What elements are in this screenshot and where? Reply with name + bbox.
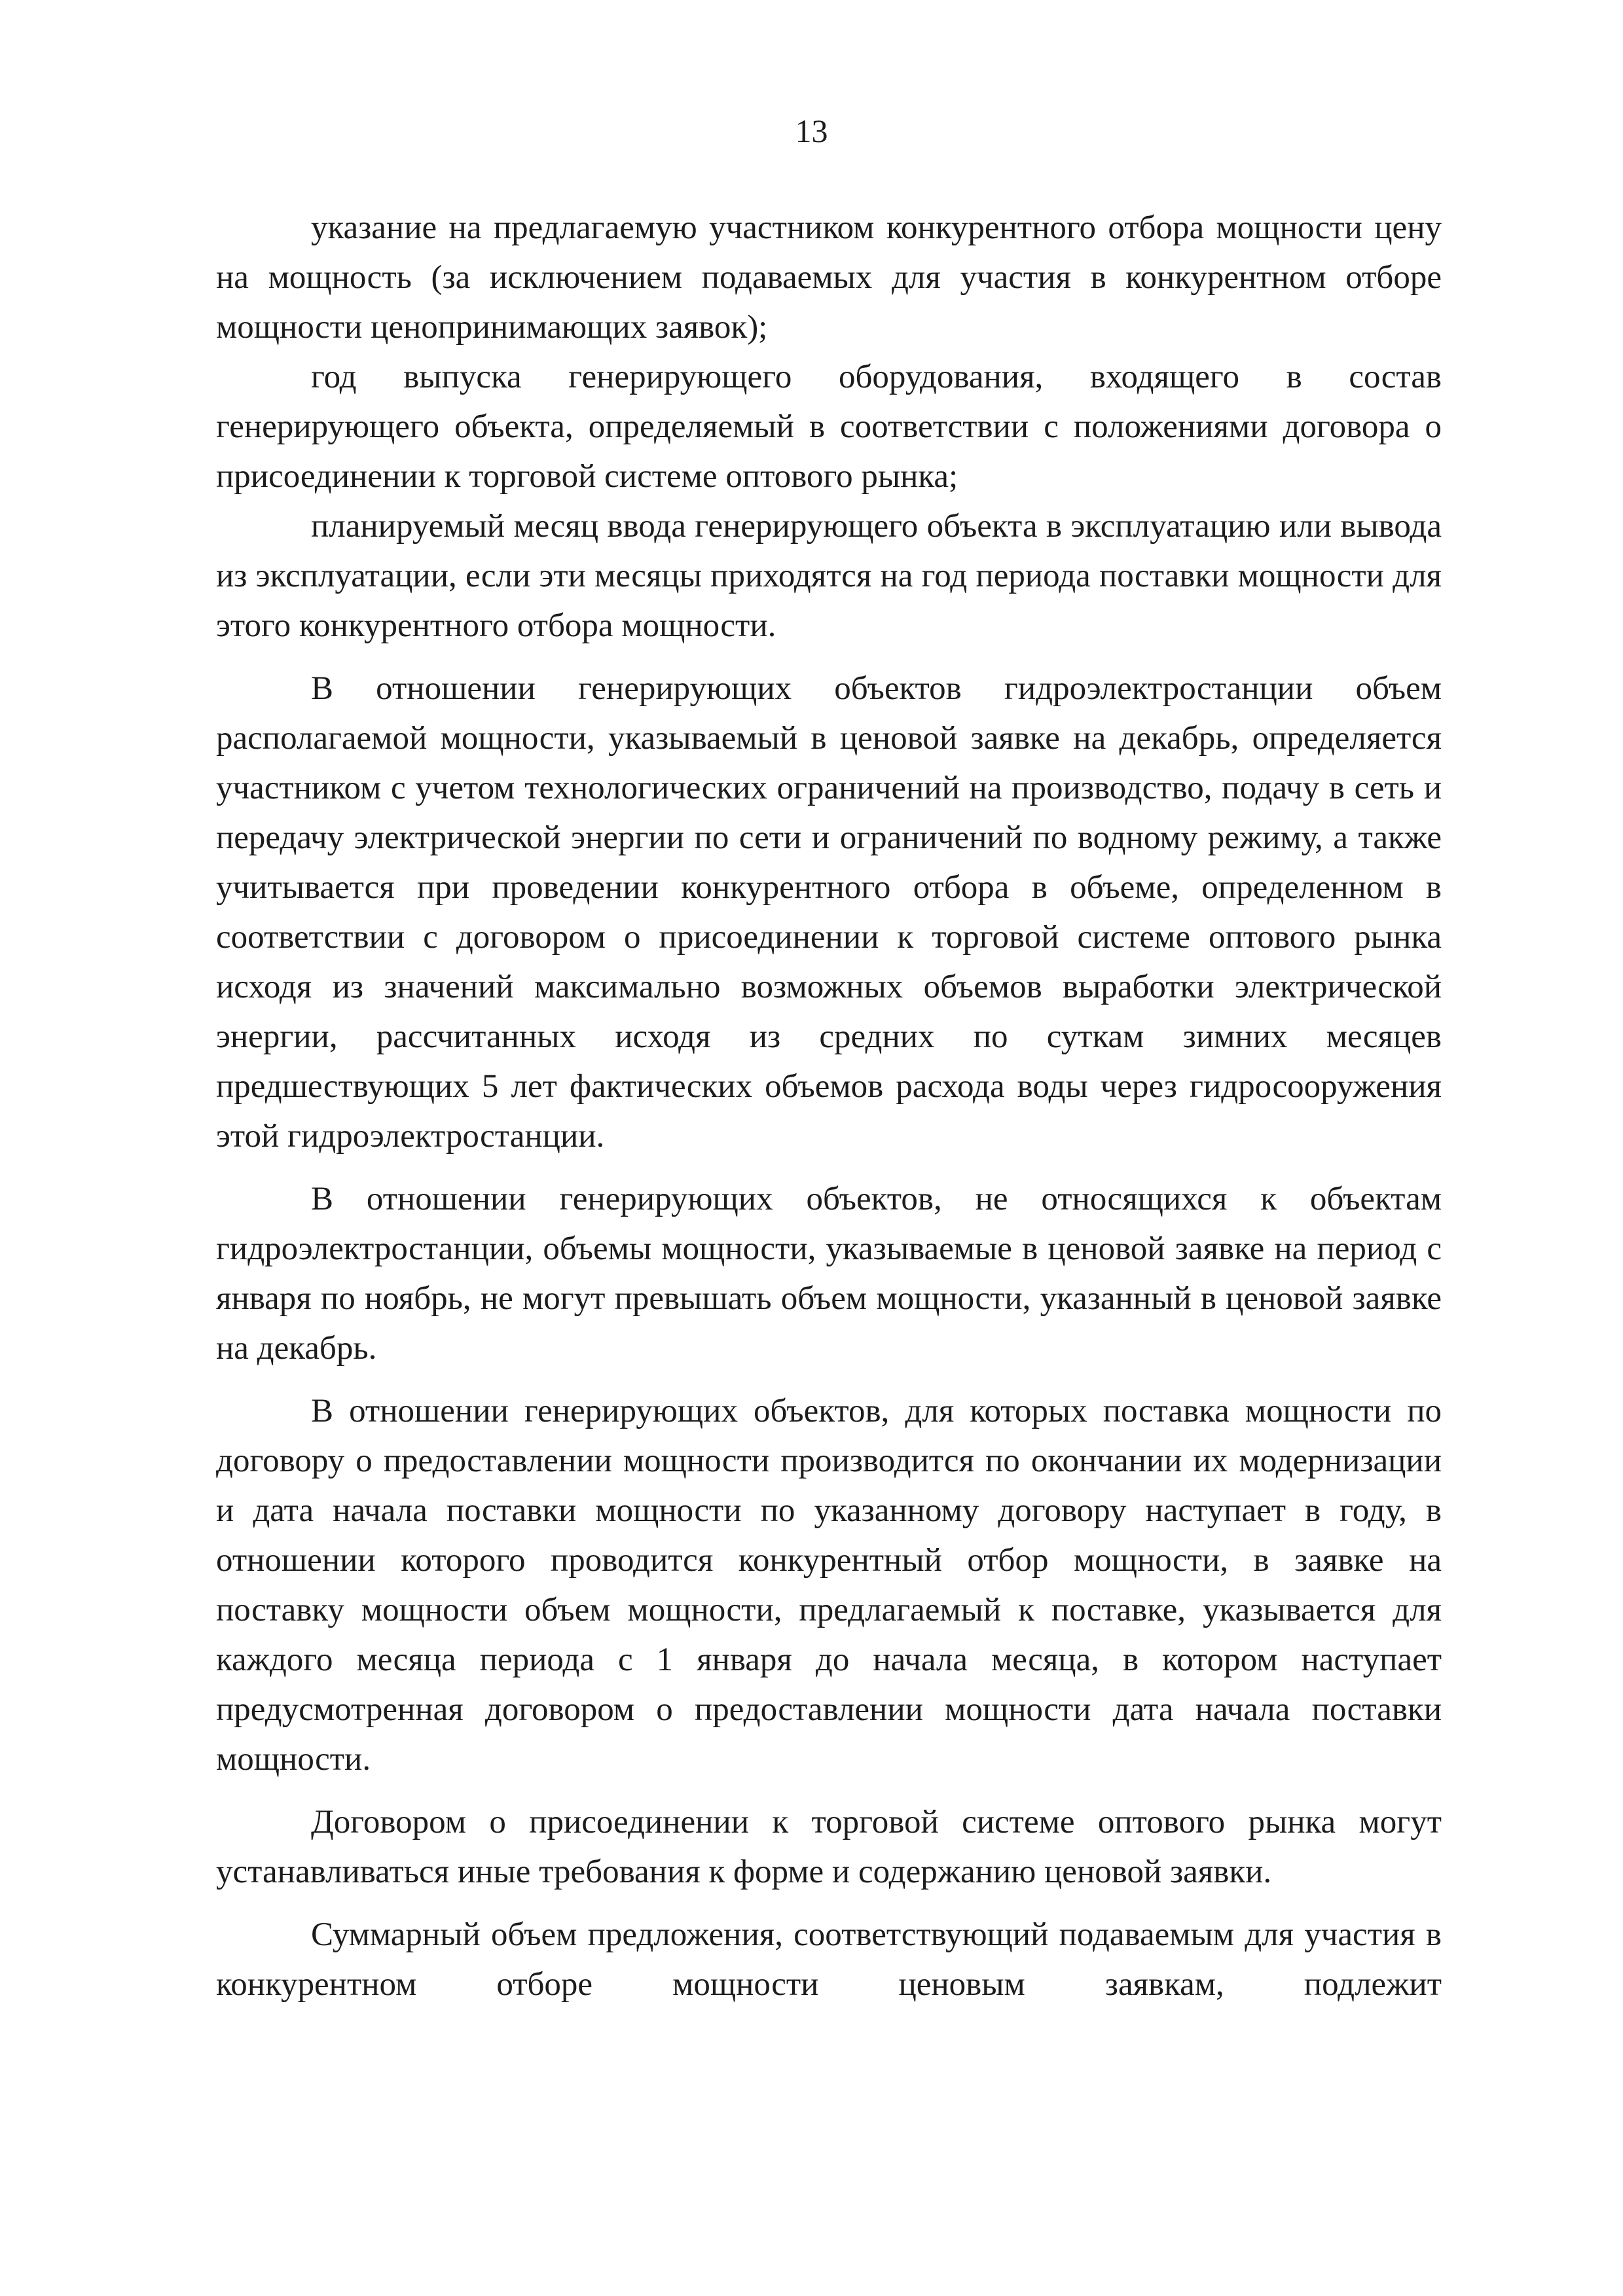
paragraph-total-offer: Суммарный объем предложения, соответствующий подаваемым для участия в конкурентном отборе мощности ценовым заявкам, подлежит [216,1916,1442,2003]
paragraph-price-indication: указание на предлагаемую участником конкурентного отбора мощности цену на мощность (за исключением подаваемых для участия в конкурентном отборе мощности ценопринимающих заявок); [216,209,1442,346]
paragraph-commissioning-month: планируемый месяц ввода генерирующего объекта в эксплуатацию или вывода из эксплуатации, если эти месяцы приходятся на год периода поставки мощности для этого конкурентного отбора мощности. [216,508,1442,644]
paragraph-other-requirements: Договором о присоединении к торговой системе оптового рынка могут устанавливаться иные требования к форме и содержанию ценовой заявки. [216,1804,1442,1890]
page-number: 13 [795,113,828,149]
document-body [216,203,1442,2009]
paragraph-hydro-capacity: В отношении генерирующих объектов гидроэлектростанции объем располагаемой мощности, указываемый в ценовой заявке на декабрь, определяется участником с учетом технологических ограничений на производство, подачу в сеть и передачу электрической энергии по сети и ограничений по водному режиму, а также учитывается при проведении конкурентного отбора в объеме, определенном в соответствии с договором о присоединении к торговой системе оптового рынка исходя из значений максимально возможных объемов выработки электрической энергии, рассчитанных исходя из средних по суткам зимних месяцев предшествующих 5 лет фактических объемов расхода воды через гидросооружения этой гидроэлектростанции. [216,670,1442,1155]
paragraph-modernization-supply: В отношении генерирующих объектов, для которых поставка мощности по договору о предоставлении мощности производится по окончании их модернизации и дата начала поставки мощности по указанному договору наступает в году, в отношении которого проводится конкурентный отбор мощности, в заявке на поставку мощности объем мощности, предлагаемый к поставке, указывается для каждого месяца периода с 1 января до начала месяца, в котором наступает предусмотренная договором о предоставлении мощности дата начала поставки мощности. [216,1393,1442,1778]
paragraph-non-hydro-capacity: В отношении генерирующих объектов, не относящихся к объектам гидроэлектростанции, объемы мощности, указываемые в ценовой заявке на период с января по ноябрь, не могут превышать объем мощности, указанный в ценовой заявке на декабрь. [216,1181,1442,1367]
paragraph-equipment-year: год выпуска генерирующего оборудования, входящего в состав генерирующего объекта, определяемый в соответствии с положениями договора о присоединении к торговой системе оптового рынка; [216,359,1442,495]
